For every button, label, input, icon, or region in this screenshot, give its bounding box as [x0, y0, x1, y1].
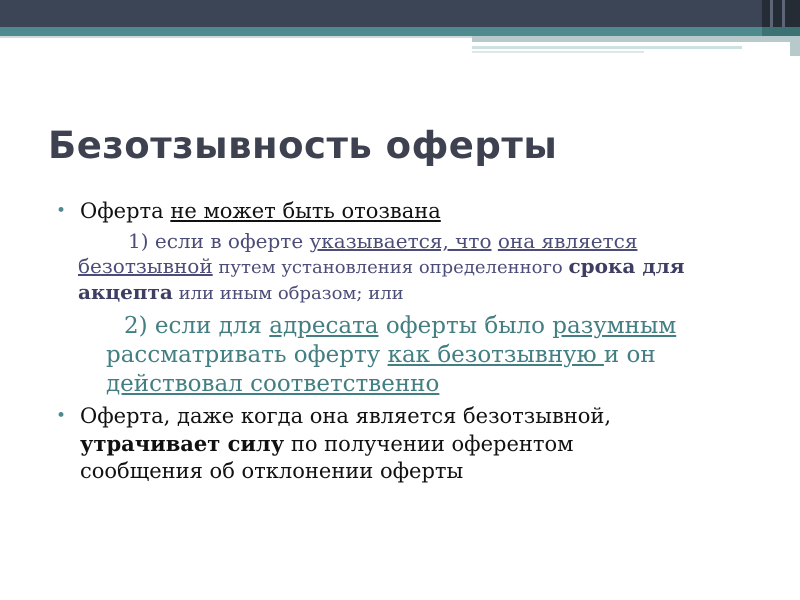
sub-paragraph-1 — [56, 229, 696, 306]
header-stripe — [782, 0, 785, 27]
bullet1-text: Оферта — [80, 199, 171, 223]
para2-text: оферты было — [378, 313, 553, 339]
para2-text: 2) если для — [124, 313, 270, 339]
slide-body — [56, 198, 696, 485]
para1-text: 1) если в оферте — [128, 229, 310, 253]
para1-text: или иным образом; или — [172, 283, 404, 304]
bullet2-bold: утрачивает силу — [80, 431, 285, 456]
para2-text: и он — [603, 342, 656, 368]
bullet2-text: Оферта, даже когда она является безотзывной, — [80, 404, 612, 428]
slide-title: Безотзывность оферты — [48, 124, 558, 167]
para1-underlined: она является — [497, 229, 638, 253]
decor-rule — [472, 36, 800, 42]
bullet2-text: по получении оферентом сообщения об отклонении оферты — [80, 432, 574, 483]
bullet-item — [56, 403, 696, 485]
para1-underlined: указывается, что — [309, 229, 492, 253]
para2-underlined: адресата — [269, 313, 379, 339]
decor-edge — [790, 36, 800, 56]
bullet-icon: • — [56, 406, 67, 426]
header-stripe — [770, 0, 773, 27]
para2-text: рассматривать оферту — [106, 342, 388, 368]
sub-paragraph-2 — [56, 312, 696, 399]
para1-text: путем установления определенного — [212, 257, 569, 278]
accent-bar — [0, 27, 800, 36]
bullet-item — [56, 198, 696, 225]
decor-rule — [0, 36, 472, 38]
para2-underlined: действовал соответственно — [106, 371, 440, 397]
decor-rule — [472, 51, 644, 53]
para1-underlined: безотзывной — [78, 254, 213, 278]
header-bar — [0, 0, 800, 27]
para2-underlined: разумным — [552, 313, 677, 339]
decor-rule — [472, 46, 742, 49]
accent-bar-end — [762, 27, 800, 36]
bullet-icon: • — [56, 201, 67, 221]
para1-bold: срока для акцепта — [78, 254, 685, 304]
bullet1-underlined: не может быть отозвана — [170, 199, 441, 223]
para2-underlined: как безотзывную — [387, 342, 604, 368]
header-bar-end — [762, 0, 800, 27]
